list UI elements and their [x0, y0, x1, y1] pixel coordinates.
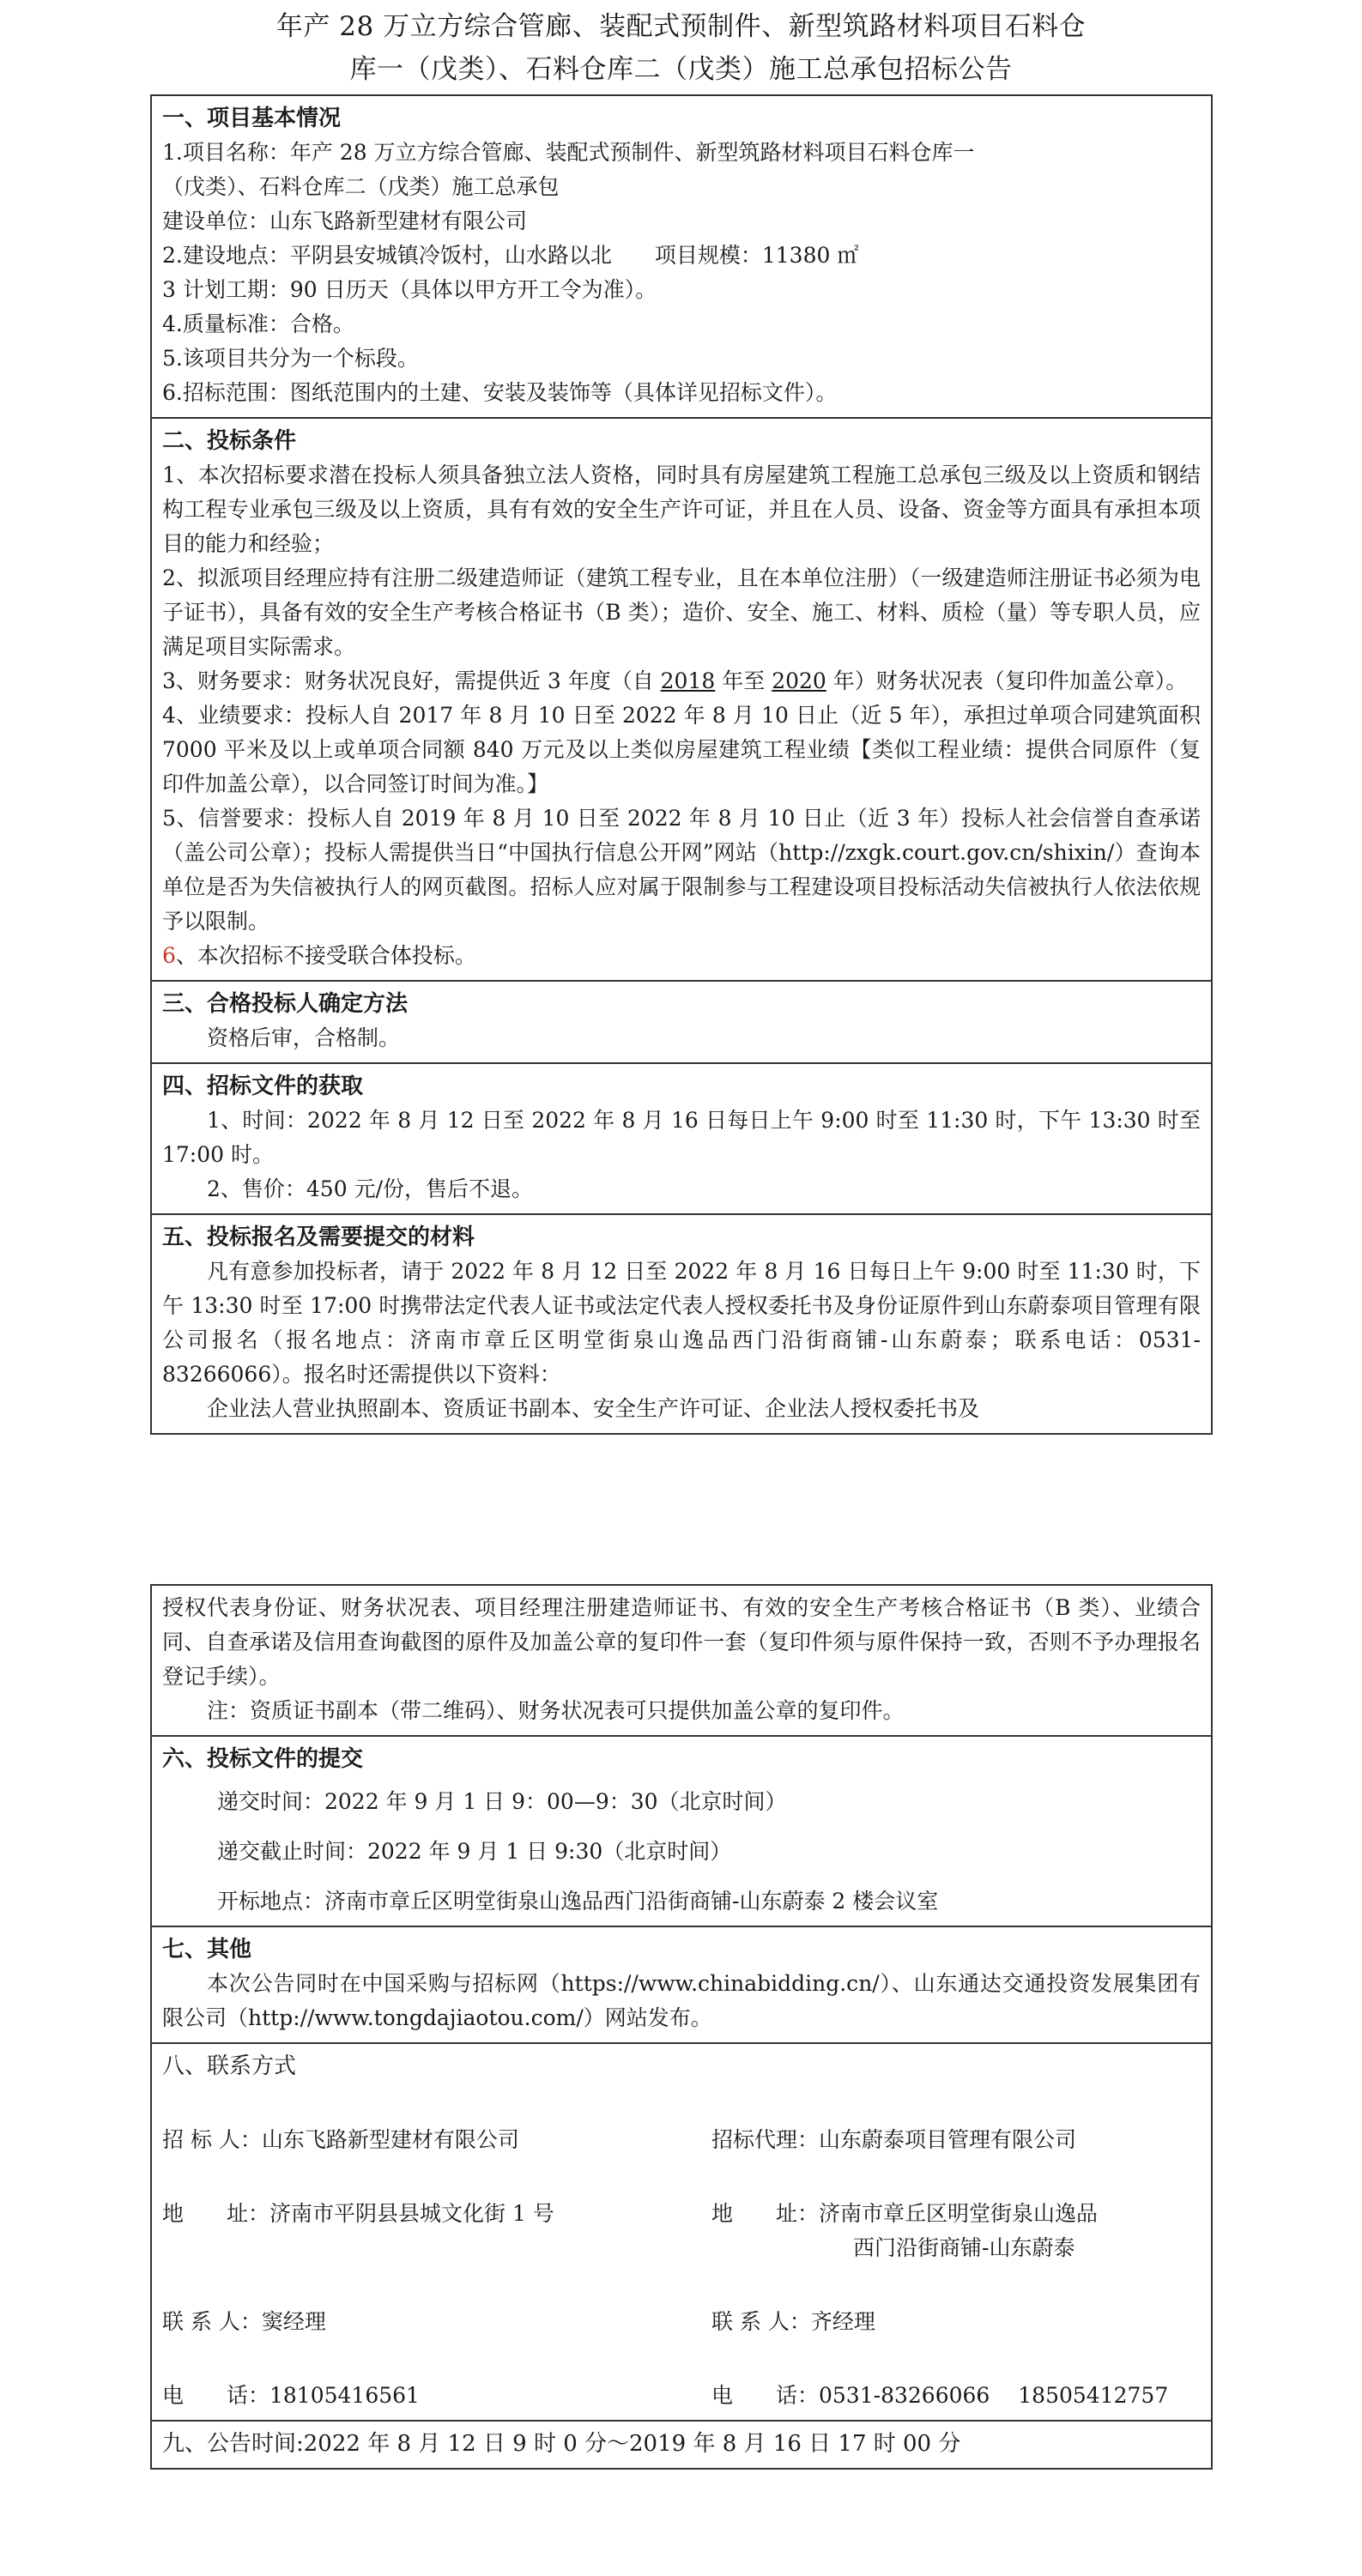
section-title: 七、其他	[162, 1937, 252, 1962]
publication-sites: 本次公告同时在中国采购与招标网（https://www.chinabidding.cn/）、山东通达交通投资发展集团有限公司（http://www.tongdajiaotou.com/）网站发布。	[162, 1971, 1201, 2030]
lot-count: 5.该项目共分为一个标段。	[162, 346, 419, 371]
section-title: 八、联系方式	[162, 2053, 297, 2079]
title-line-1: 年产 28 万立方综合管廊、装配式预制件、新型筑路材料项目石料仓	[275, 11, 1087, 42]
section-other	[152, 1927, 1211, 2044]
section-title: 一、项目基本情况	[162, 106, 342, 131]
title-line-2: 库一（戊类）、石料仓库二（戊类）施工总承包招标公告	[349, 54, 1013, 85]
project-name-cont: （戊类）、石料仓库二（戊类）施工总承包	[162, 174, 560, 199]
section-title: 四、招标文件的获取	[162, 1073, 364, 1099]
contact-row-address	[162, 2197, 1201, 2265]
registration-note: 注：资质证书副本（带二维码）、财务状况表可只提供加盖公章的复印件。	[207, 1698, 905, 1723]
planned-duration: 3 计划工期：90 日历天（具体以甲方开工令为准）。	[162, 277, 657, 302]
section-announcement-time	[152, 2422, 1211, 2468]
condition-project-manager: 2、拟派项目经理应持有注册二级建造师证（建筑工程专业，且在本单位注册）（一级建造师注册证书必须为电子证书），具备有效的安全生产考核合格证书（B 类）；造价、安全、施工、材料、质检（量）等专职人员，应满足项目实际需求。	[162, 565, 1201, 659]
opening-location: 开标地点：济南市章丘区明堂街泉山逸品西门沿街商铺-山东蔚泰 2 楼会议室	[217, 1889, 939, 1914]
docs-price: 2、售价：450 元/份，售后不退。	[207, 1176, 533, 1201]
bid-scope: 6.招标范围：图纸范围内的土建、安装及装饰等（具体详见招标文件）。	[162, 380, 838, 405]
condition-qualification: 1、本次招标要求潜在投标人须具备独立法人资格，同时具有房屋建筑工程施工总承包三级及以上资质和钢结构工程专业承包三级及以上资质，具有有效的安全生产许可证，并且在人员、设备、资金等方面具有承担本项目的能力和经验；	[162, 463, 1201, 556]
notice-box-upper	[150, 94, 1213, 1435]
registration-materials-cont: 授权代表身份证、财务状况表、项目经理注册建造师证书、有效的安全生产考核合格证书（B 类）、业绩合同、自查承诺及信用查询截图的原件及加盖公章的复印件一套（复印件须与原件保持一致，否则不予办理报名登记手续）。	[162, 1595, 1201, 1689]
method-text: 资格后审，合格制。	[207, 1025, 401, 1050]
agent-phone: 电 话：0531-83266066 18505412757	[711, 2383, 1169, 2408]
announcement-time: 九、公告时间:2022 年 8 月 12 日 9 时 0 分～2019 年 8 月 16 日 17 时 00 分	[162, 2431, 961, 2457]
announcement-title	[0, 5, 1362, 91]
agent-contact: 联 系 人：齐经理	[711, 2309, 875, 2334]
docs-time: 1、时间：2022 年 8 月 12 日至 2022 年 8 月 16 日每日上午 9:00 时至 11:30 时，下午 13:30 时至 17:00 时。	[162, 1108, 1201, 1167]
notice-box-lower	[150, 1584, 1213, 2470]
section-bid-submission	[152, 1737, 1211, 1927]
section-title: 五、投标报名及需要提交的材料	[162, 1225, 475, 1250]
section-tender-docs	[152, 1064, 1211, 1215]
condition-finance: 3、财务要求：财务状况良好，需提供近 3 年度（自 2018 年至 2020 年）财务状况表（复印件加盖公章）。	[162, 668, 1188, 693]
quality-standard: 4.质量标准：合格。	[162, 311, 354, 336]
registration-text: 凡有意参加投标者，请于 2022 年 8 月 12 日至 2022 年 8 月 16 日每日上午 9:00 时至 11:30 时，下午 13:30 时至 17:00 时携带法定代表人证书或法定代表人授权委托书及身份证原件到山东蔚泰项目管理有限公司报名（报名地点：济南市章丘区明堂街泉山逸品西门沿街商铺-山东蔚泰；联系电话：0531-83266066）。报名时还需提供以下资料：	[162, 1259, 1201, 1387]
section-title: 二、投标条件	[162, 428, 297, 454]
condition-no-consortium: 6、本次招标不接受联合体投标。	[162, 943, 476, 968]
section-title: 六、投标文件的提交	[162, 1746, 364, 1772]
registration-materials: 企业法人营业执照副本、资质证书副本、安全生产许可证、企业法人授权委托书及	[207, 1396, 980, 1421]
agent-address: 地 址：济南市章丘区明堂街泉山逸品 西门沿街商铺-山东蔚泰	[711, 2201, 1099, 2260]
contact-row-entity	[162, 2123, 1201, 2157]
section-registration-cont	[152, 1586, 1211, 1737]
section-project-basics	[152, 96, 1211, 419]
contact-row-phone	[162, 2379, 1201, 2413]
section-contacts	[152, 2044, 1211, 2422]
tenderer: 招 标 人：山东飞路新型建材有限公司	[162, 2127, 519, 2152]
section-bid-conditions	[152, 419, 1211, 982]
construction-unit: 建设单位：山东飞路新型建材有限公司	[162, 209, 528, 233]
tenderer-phone: 电 话：18105416561	[162, 2383, 420, 2408]
section-title: 三、合格投标人确定方法	[162, 991, 409, 1017]
tenderer-contact: 联 系 人：窦经理	[162, 2309, 326, 2334]
condition-credit: 5、信誉要求：投标人自 2019 年 8 月 10 日至 2022 年 8 月 10 日止（近 3 年）投标人社会信誉自查承诺（盖公司公章）；投标人需提供当日“中国执行信息公开网”网站（http://zxgk.court.gov.cn/shixin/）查询本单位是否为失信被执行人的网页截图。招标人应对属于限制参与工程建设项目投标活动失信被执行人依法依规予以限制。	[162, 806, 1201, 934]
submission-time: 递交时间：2022 年 9 月 1 日 9：00—9：30（北京时间）	[217, 1789, 787, 1814]
tender-agent: 招标代理：山东蔚泰项目管理有限公司	[711, 2127, 1077, 2152]
section-qualification-method	[152, 982, 1211, 1064]
condition-performance: 4、业绩要求：投标人自 2017 年 8 月 10 日至 2022 年 8 月 10 日止（近 5 年），承担过单项合同建筑面积 7000 平米及以上或单项合同额 840 万元及以上类似房屋建筑工程业绩【类似工程业绩：提供合同原件（复印件加盖公章），以合同签订时间为准。】	[162, 703, 1201, 796]
year-2020: 2020	[772, 668, 826, 693]
project-name: 1.项目名称：年产 28 万立方综合管廊、装配式预制件、新型筑路材料项目石料仓库一	[162, 140, 975, 165]
section-registration	[152, 1215, 1211, 1433]
year-2018: 2018	[660, 668, 716, 693]
construction-site: 2.建设地点：平阴县安城镇冷饭村，山水路以北 项目规模：11380 ㎡	[162, 243, 859, 268]
submission-deadline: 递交截止时间：2022 年 9 月 1 日 9:30（北京时间）	[217, 1839, 732, 1864]
contact-row-person	[162, 2305, 1201, 2339]
tenderer-address: 地 址：济南市平阴县县城文化街 1 号	[162, 2201, 554, 2226]
